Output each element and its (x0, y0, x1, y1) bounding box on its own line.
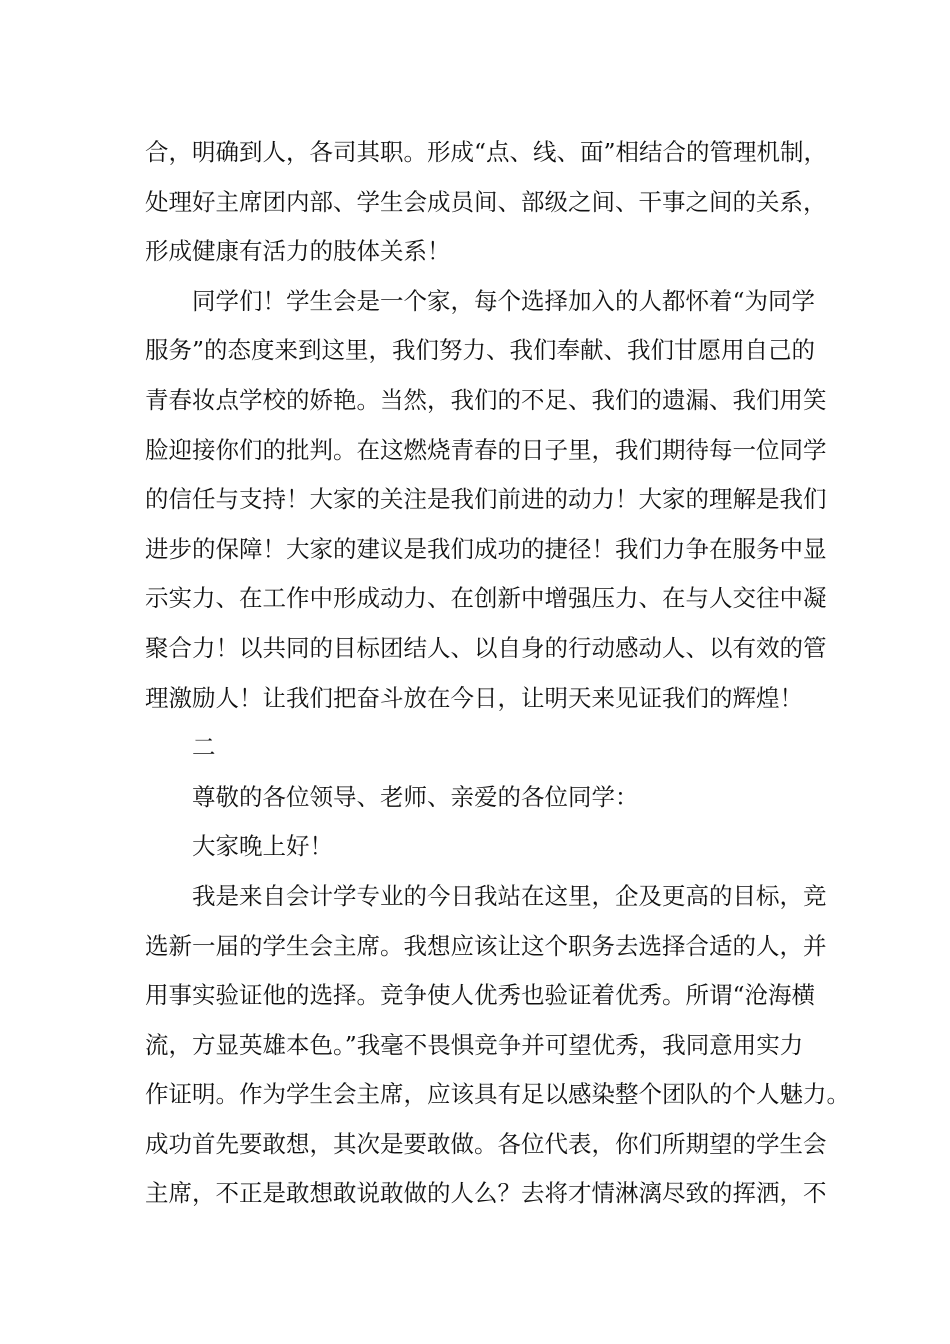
text-line: 脸迎接你们的批判。在这燃烧青春的日子里，我们期待每一位同学 (145, 435, 827, 464)
text-line: 合，明确到人，各司其职。形成“点、线、面”相结合的管理机制， (145, 138, 828, 166)
text-line: 处理好主席团内部、学生会成员间、部级之间、干事之间的关系， (145, 187, 827, 216)
document-body (145, 128, 850, 1219)
text-line: 形成健康有活力的肢体关系！ (145, 237, 451, 266)
text-line: 成功首先要敢想，其次是要敢做。各位代表，你们所期望的学生会 (145, 1129, 827, 1158)
text-line: 的信任与支持！大家的关注是我们前进的动力！大家的理解是我们 (145, 485, 827, 514)
paragraph-start-line: 我是来自会计学专业的今日我站在这里，企及更高的目标，竞 (192, 881, 827, 910)
text-line: 用事实验证他的选择。竞争使人优秀也验证着优秀。所谓“沧海横 (145, 981, 816, 1010)
text-line: 主席，不正是敢想敢说敢做的人么？去将才情淋漓尽致的挥洒，不 (145, 1179, 827, 1208)
text-line: 进步的保障！大家的建议是我们成功的捷径！我们力争在服务中显 (145, 534, 827, 563)
text-line: 青春妆点学校的娇艳。当然，我们的不足、我们的遗漏、我们用笑 (145, 385, 827, 414)
text-line: 选新一届的学生会主席。我想应该让这个职务去选择合适的人，并 (145, 931, 827, 960)
section-heading: 二 (192, 733, 216, 762)
text-line: 流，方显英雄本色。”我毫不畏惧竞争并可望优秀，我同意用实力 (145, 1030, 804, 1059)
paragraph-start-line: 同学们！学生会是一个家，每个选择加入的人都怀着“为同学 (192, 286, 816, 315)
text-line: 理激励人！让我们把奋斗放在今日，让明天来见证我们的辉煌！ (145, 683, 803, 712)
greeting-line: 大家晚上好！ (192, 832, 333, 861)
text-line: 聚合力！以共同的目标团结人、以自身的行动感动人、以有效的管 (145, 633, 827, 662)
text-line: 服务”的态度来到这里，我们努力、我们奉献、我们甘愿用自己的 (145, 336, 816, 365)
salutation-line: 尊敬的各位领导、老师、亲爱的各位同学： (192, 782, 639, 811)
text-line: 作证明。作为学生会主席，应该具有足以感染整个团队的个人魅力。 (145, 1080, 850, 1109)
text-line: 示实力、在工作中形成动力、在创新中增强压力、在与人交往中凝 (145, 584, 827, 613)
